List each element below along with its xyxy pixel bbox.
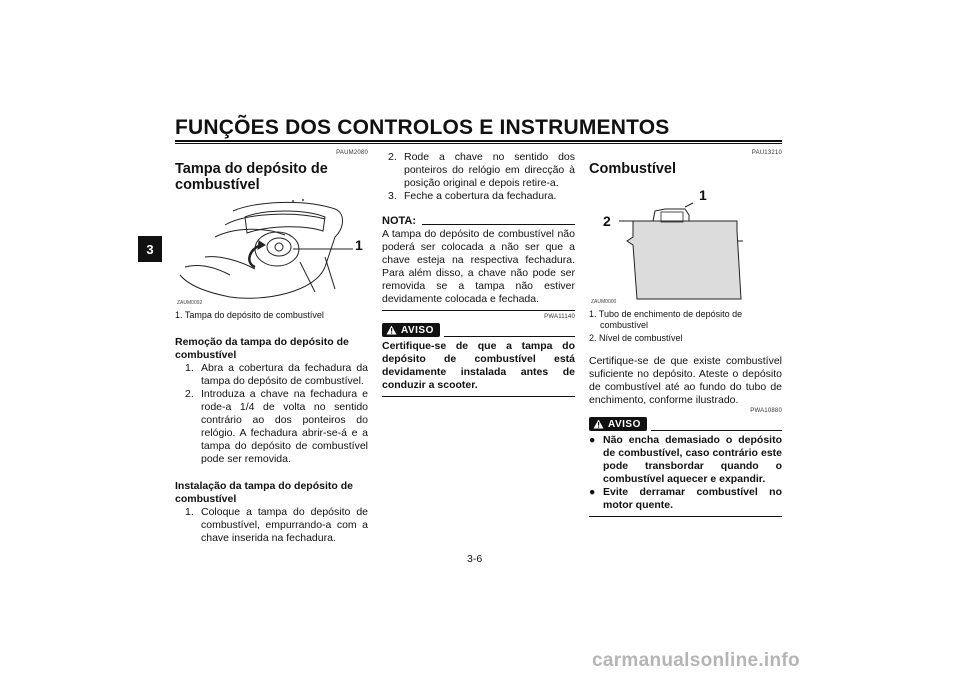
header-rule-thin — [175, 143, 782, 144]
figure-callout-1: 1 — [355, 237, 363, 253]
warning-rule — [444, 336, 575, 337]
warning-rule — [651, 430, 782, 431]
aviso-badge — [382, 323, 440, 337]
step-item — [185, 506, 368, 545]
step-text: Feche a cobertura da fechadura. — [404, 190, 557, 202]
step-item — [185, 388, 368, 466]
figure-label-2: 2 — [603, 213, 611, 229]
figure-code: ZAUM0092 — [177, 300, 203, 306]
nota-box — [382, 215, 575, 311]
warning-header — [589, 417, 782, 431]
warning-bullet-text: Evite derramar combustível no motor quente. — [603, 486, 782, 511]
warning-end-rule — [382, 396, 575, 397]
section-code: PAUM2080 — [336, 150, 368, 156]
figure-code: ZAUM0000 — [591, 299, 617, 305]
step-item — [388, 190, 575, 203]
figure-captions — [589, 309, 782, 344]
warning-bullet-item — [589, 434, 782, 486]
warning-bullets — [589, 434, 782, 512]
scooter-seat-illustration — [175, 197, 368, 307]
fuel-tank-illustration — [589, 181, 782, 306]
page-number: 3-6 — [467, 553, 483, 565]
bullet-dot-icon: ● — [589, 434, 596, 446]
step-text: Abra a cobertura da fechadura da tampa do depósito de combustível. — [201, 362, 368, 387]
step-number: 2. — [388, 151, 397, 163]
warning-code: PWA11140 — [544, 314, 575, 320]
header-rule — [175, 140, 782, 142]
step-text: Rode a chave no sentido dos ponteiros do relógio em direcção à posição original e depois retire-a. — [404, 151, 575, 189]
nota-text: A tampa do depósito de combustível não poderá ser colocada a não ser que a chave esteja na respectiva fechadura. Para além disso, a chave não pode ser removida se a tampa não estiver devidamente colocada e fechada. — [382, 228, 575, 305]
column-3 — [589, 150, 782, 517]
install-steps — [175, 506, 368, 545]
warning-bullet-text: Não encha demasiado o depósito de combustível, caso contrário este pode transbordar quando o combustível aquecer e expandir. — [603, 434, 782, 485]
nota-header — [382, 215, 575, 228]
watermark: carmanualsonline.info — [592, 650, 800, 671]
fuel-cap-figure — [175, 197, 368, 307]
column-2 — [382, 151, 575, 397]
nota-label: NOTA: — [382, 215, 417, 227]
warning-bullet-item — [589, 486, 782, 512]
aviso-label: AVISO — [401, 324, 434, 336]
step-number: 1. — [185, 506, 194, 518]
warning-triangle-icon — [386, 325, 397, 335]
warning-code: PWA10880 — [750, 408, 782, 414]
continued-steps — [382, 151, 575, 203]
caption-item: 2. Nível de combustível — [589, 333, 683, 343]
page-header-title: FUNÇÕES DOS CONTROLOS E INSTRUMENTOS — [175, 116, 670, 139]
chapter-tab: 3 — [138, 236, 162, 262]
section-heading: Tampa do depósito de combustível — [175, 161, 328, 193]
step-number: 3. — [388, 190, 397, 202]
warning-box — [382, 314, 575, 397]
removal-title: Remoção da tampa do depósito de combustível — [175, 336, 349, 361]
warning-text: Certifique-se de que a tampa do depósito de combustível está devidamente instalada antes de conduzir a scooter. — [382, 340, 575, 391]
aviso-label: AVISO — [608, 418, 641, 430]
body-text: Certifique-se de que existe combustível suficiente no depósito. Ateste o depósito de combustível até ao fundo do tubo de enchimento, conforme ilustrado. — [589, 355, 782, 406]
figure-label-1: 1 — [699, 187, 707, 203]
fuel-tank-figure — [589, 181, 782, 306]
step-text: Coloque a tampa do depósito de combustível, empurrando-a com a chave inserida na fechadura. — [201, 506, 368, 544]
column-1 — [175, 150, 368, 545]
step-item — [388, 151, 575, 190]
step-item — [185, 362, 368, 388]
warning-header — [382, 323, 575, 337]
removal-steps — [175, 362, 368, 466]
section-code: PAU13210 — [751, 150, 782, 156]
bullet-dot-icon: ● — [589, 486, 596, 498]
warning-box — [589, 408, 782, 517]
caption-item: 1. Tubo de enchimento de depósito de combustível — [589, 309, 743, 330]
warning-end-rule — [589, 516, 782, 517]
warning-triangle-icon — [593, 419, 604, 429]
install-title: Instalação da tampa do depósito de combustível — [175, 480, 353, 505]
figure-caption: 1. Tampa do depósito de combustível — [175, 310, 324, 320]
step-number: 2. — [185, 388, 194, 400]
step-text: Introduza a chave na fechadura e rode-a 1/4 de volta no sentido contrário ao dos ponteiros do relógio. A fechadura abrir-se-á e a tampa do depósito de combustível pode ser removida. — [201, 388, 368, 465]
aviso-badge — [589, 417, 647, 431]
step-number: 1. — [185, 362, 194, 374]
nota-rule — [422, 224, 575, 225]
section-heading: Combustível — [589, 161, 677, 177]
nota-end-rule — [382, 310, 575, 311]
